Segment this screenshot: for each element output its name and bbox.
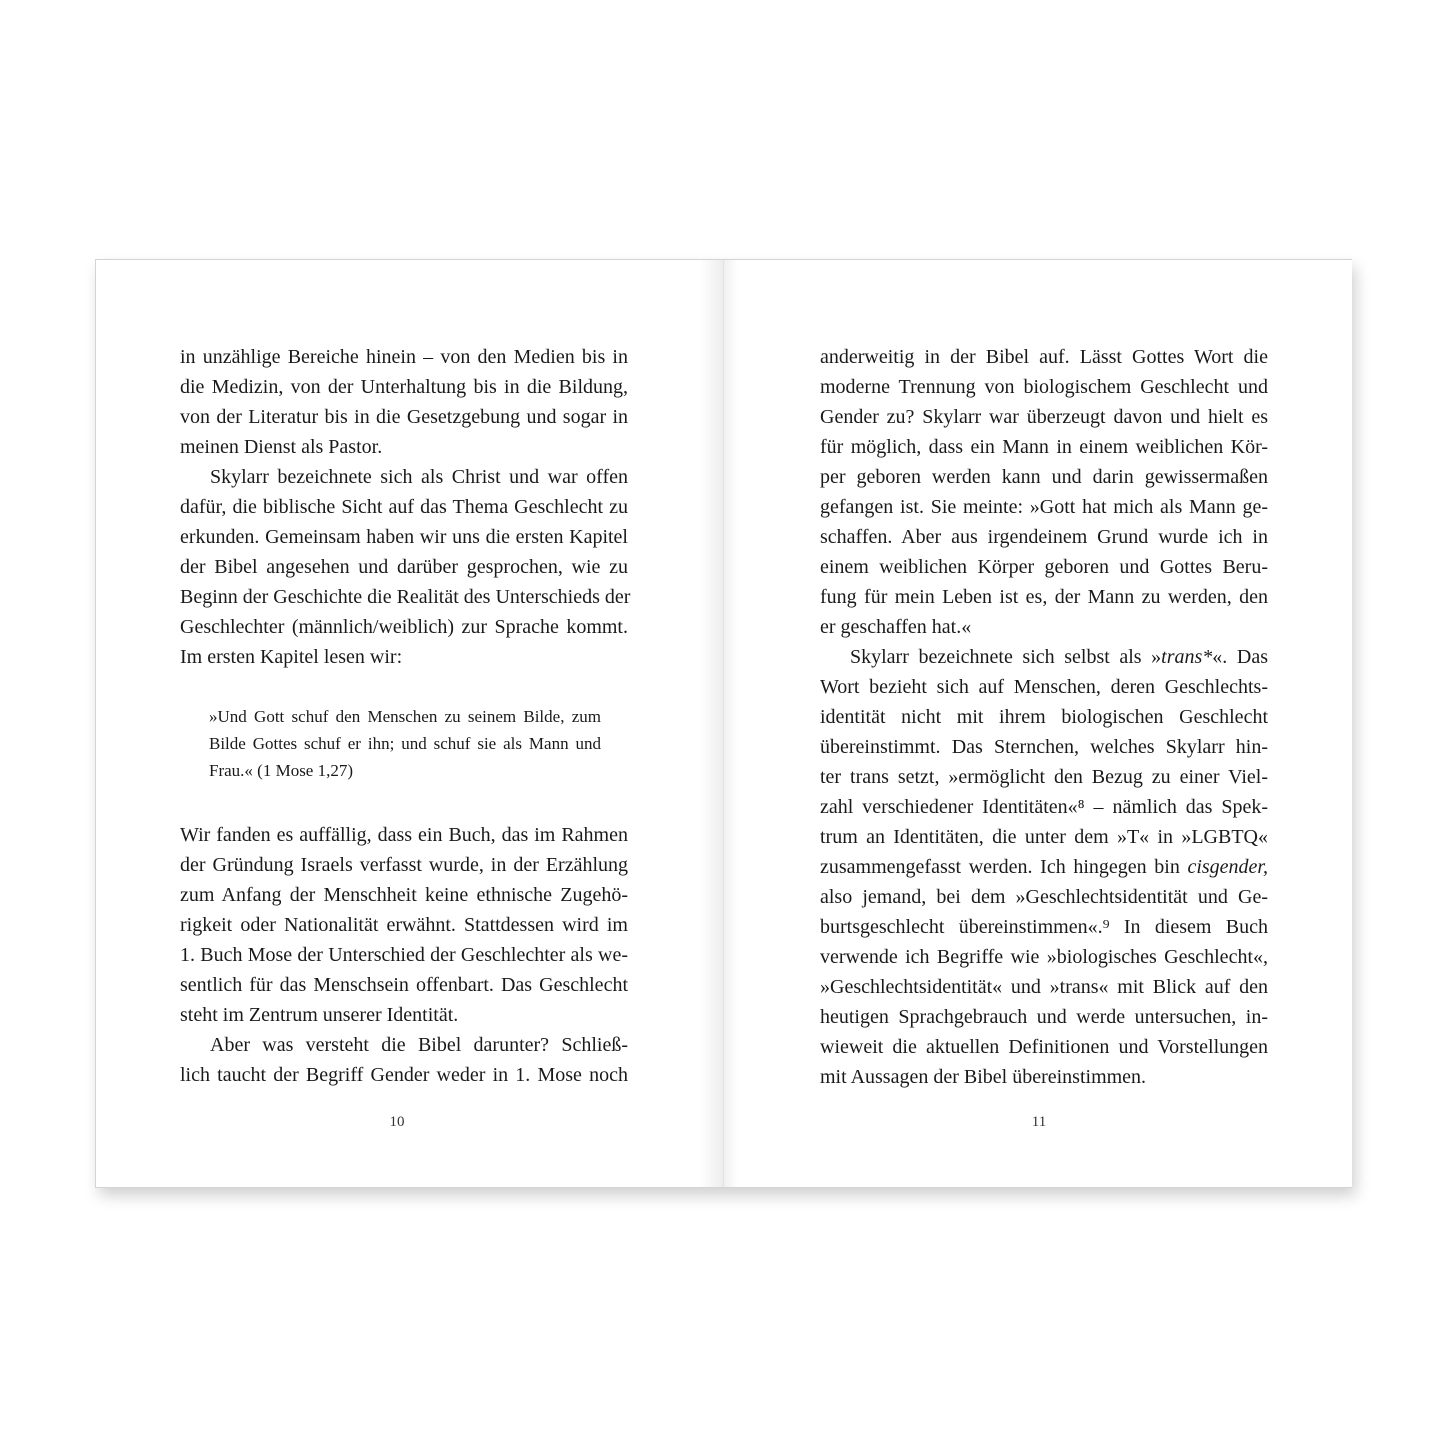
quote-line: Frau.« (1 Mose 1,27) [209,761,354,780]
quote-line: »Und Gott schuf den Menschen zu seinem Bilde, zum [209,707,601,726]
text-line: er geschaffen hat.« [820,616,972,638]
page-number-right: 11 [1031,1114,1047,1130]
text-line: identität nicht mit ihrem biologischen Geschlecht [820,706,1268,728]
text-line: »Geschlechtsidentität« und »trans« mit Blick auf den [820,976,1268,998]
text-line: Beginn der Geschichte die Realität des Unterschieds der [180,586,631,608]
page-number-left: 10 [389,1114,405,1130]
text-line: heutigen Sprachgebrauch und werde untersuchen, in- [820,1006,1268,1028]
text-line: Wort bezieht sich auf Menschen, deren Geschlechts- [820,676,1268,698]
left-paragraph-4 [180,1030,628,1090]
text-line: Wir fanden es auffällig, dass ein Buch, das im Rahmen [180,824,628,846]
text-line: Skylarr bezeichnete sich als Christ und war offen [210,466,628,488]
text-line: lich taucht der Begriff Gender weder in 1. Mose noch [180,1064,628,1086]
book-spread [95,259,1352,1188]
text-line: fung für mein Leben ist es, der Mann zu werden, den [820,586,1268,608]
text-segment: Skylarr bezeichnete sich selbst als » [850,646,1162,668]
text-line: Im ersten Kapitel lesen wir: [180,646,403,668]
quote-line: Bilde Gottes schuf er ihn; und schuf sie als Mann und [209,734,601,753]
text-line: einem weiblichen Körper geboren und Gottes Beru- [820,556,1268,578]
text-line: per geboren werden kann und darin gewissermaßen [820,466,1268,488]
text-line: mit Aussagen der Bibel übereinstimmen. [820,1066,1147,1088]
text-line: also jemand, bei dem »Geschlechtsidentität und Ge- [820,886,1268,908]
left-paragraph-1 [180,342,628,462]
text-line: erkunden. Gemeinsam haben wir uns die ersten Kapitel [180,526,628,548]
right-paragraph-2 [820,642,1268,1092]
italic-term: trans* [1161,646,1213,668]
text-line: ter trans setzt, »ermöglicht den Bezug zu einer Viel- [820,766,1268,788]
text-line: in unzählige Bereiche hinein – von den Medien bis in [180,346,628,368]
bible-quote [209,703,601,784]
italic-term: cisgender, [1187,856,1268,878]
text-line: zahl verschiedener Identitäten«⁸ – nämlich das Spek- [820,796,1268,818]
text-line: übereinstimmt. Das Sternchen, welches Skylarr hin- [820,736,1268,758]
text-line: der Bibel angesehen und darüber gesprochen, wie zu [180,556,628,578]
left-paragraph-2 [180,462,631,672]
text-line: die Medizin, von der Unterhaltung bis in die Bildung, [180,376,628,398]
text-line [820,642,1268,672]
text-line: moderne Trennung von biologischem Geschlecht und [820,376,1268,398]
text-line: trum an Identitäten, die unter dem »T« in »LGBTQ« [820,826,1268,848]
right-page [723,260,1352,1187]
text-line: Gender zu? Skylarr war überzeugt davon und hielt es [820,406,1268,428]
text-line: verwende ich Begriffe wie »biologisches Geschlecht«, [820,946,1268,968]
text-line: steht im Zentrum unserer Identität. [180,1004,459,1026]
text-line: sentlich für das Menschsein offenbart. Das Geschlecht [180,974,628,996]
text-line: schaffen. Aber aus irgendeinem Grund wurde ich in [820,526,1268,548]
text-line: anderweitig in der Bibel auf. Lässt Gottes Wort die [820,346,1268,368]
text-line: der Gründung Israels verfasst wurde, in der Erzählung [180,854,628,876]
gutter-shadow [700,260,723,1187]
text-line: dafür, die biblische Sicht auf das Thema Geschlecht zu [180,496,628,518]
text-line [820,852,1268,882]
left-page [96,260,723,1187]
text-segment: zusammengefasst werden. Ich hingegen bin [820,856,1188,878]
text-line: für möglich, dass ein Mann in einem weiblichen Kör- [820,436,1268,458]
left-paragraph-3 [180,820,628,1030]
text-line: wieweit die aktuellen Definitionen und Vorstellungen [820,1036,1268,1058]
text-line: von der Literatur bis in die Gesetzgebung und sogar in [180,406,628,428]
text-line: Aber was versteht die Bibel darunter? Schließ- [210,1034,628,1056]
text-line: burtsgeschlecht übereinstimmen«.⁹ In diesem Buch [820,916,1268,938]
text-line: meinen Dienst als Pastor. [180,436,383,458]
text-line: rigkeit oder Nationalität erwähnt. Stattdessen wird im [180,914,628,936]
gutter-shadow [724,260,738,1187]
text-line: 1. Buch Mose der Unterschied der Geschlechter als we- [180,944,628,966]
text-line: Geschlechter (männlich/weiblich) zur Sprache kommt. [180,616,628,638]
text-line: zum Anfang der Menschheit keine ethnische Zugehö- [180,884,628,906]
text-segment: «. Das [1212,646,1268,668]
text-line: gefangen ist. Sie meinte: »Gott hat mich als Mann ge- [820,496,1268,518]
right-paragraph-1 [820,342,1268,642]
